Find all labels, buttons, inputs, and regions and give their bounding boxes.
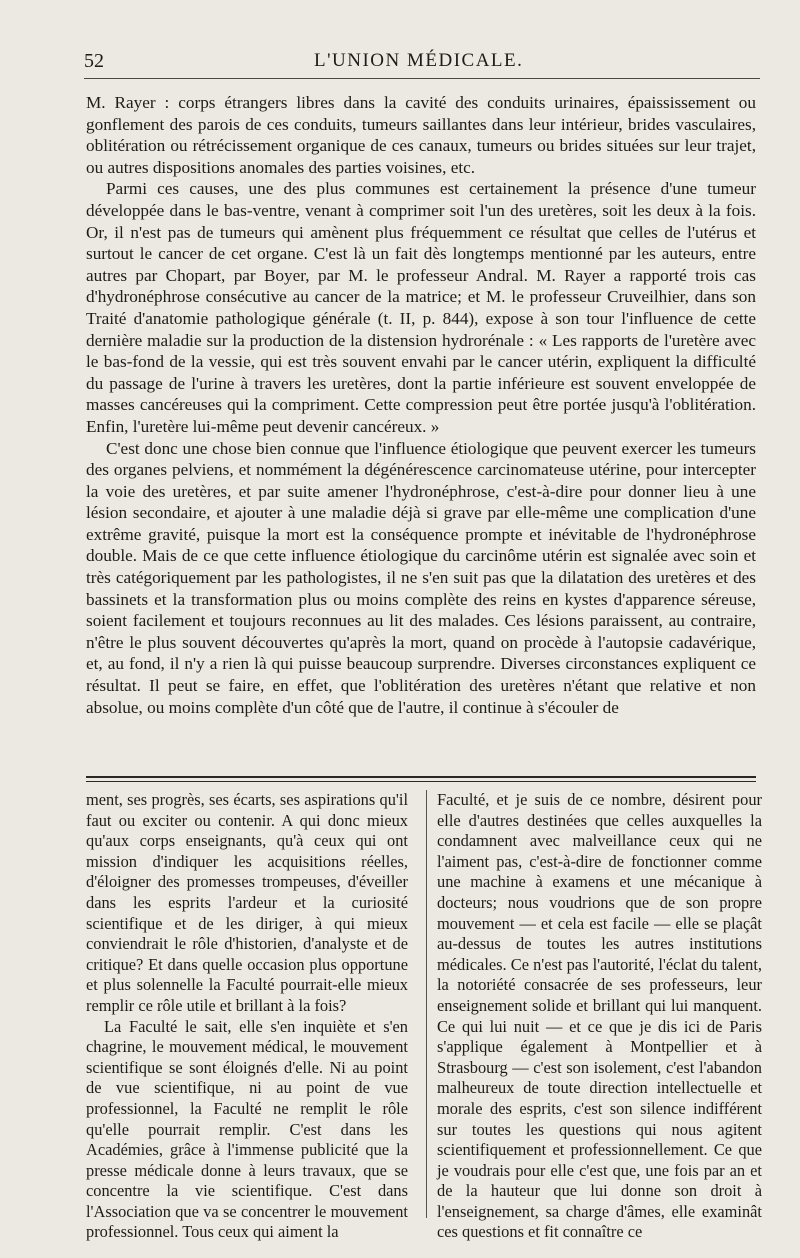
main-article-text	[86, 92, 756, 718]
article-paragraph: Parmi ces causes, une des plus communes est certainement la présence d'une tumeur développée dans le bas-ventre, venant à comprimer soit l'un des uretères, soit les deux à la fois. Or, il n'est pas de tumeurs qui amènent plus fréquemment ce résultat que celles de l'utérus et surtout le cancer de cet organe. C'est là un fait dès longtemps mentionné par les auteurs, entre autres par Chopart, par Boyer, par M. le professeur Andral. M. Rayer a rapporté trois cas d'hydronéphrose consécutive au cancer de la matrice; et M. le professeur Cruveilhier, dans son Traité d'anatomie pathologique générale (t. II, p. 844), expose à son tour l'influence de cette dernière maladie sur la production de la distension hydrorénale : « Les rapports de l'uretère avec le bas-fond de la vessie, qui est très souvent envahi par le cancer utérin, expliquent la difficulté du passage de l'urine à travers les uretères, dont la partie inférieure est souvent enveloppée de masses cancéreuses qui la compriment. Cette compression peut être portée jusqu'à l'oblitération. Enfin, l'uretère lui-même peut devenir cancéreux. »	[86, 179, 756, 436]
feuilleton-right-column	[437, 790, 762, 1243]
feuilleton-paragraph: ment, ses progrès, ses écarts, ses aspirations qu'il faut ou exciter ou contenir. A qui donc mieux qu'aux corps enseignants, qu'à ceux qui ont mission d'indiquer les acquisitions réelles, d'éloigner des promesses trompeuses, d'éveiller dans les esprits l'ardeur et la curiosité scientifique et de les diriger, à qui mieux conviendrait le rôle d'historien, d'analyste et de critique? Et dans quelle occasion plus opportune et plus solennelle la Faculté pourrait-elle mieux remplir ce rôle utile et brillant à la fois?	[86, 790, 408, 1015]
header-rule	[84, 78, 760, 79]
column-divider	[426, 790, 427, 1218]
article-paragraph: M. Rayer : corps étrangers libres dans la cavité des conduits urinaires, épaississement ou gonflement des parois de ces conduits, tumeurs saillantes dans leur intérieur, brides vasculaires, oblitération ou rétrécissement organique de ces canaux, tumeurs ou brides situées sur leur trajet, ou autres dispositions anomales des parties voisines, etc.	[86, 93, 756, 177]
running-title: L'UNION MÉDICALE.	[314, 50, 524, 71]
feuilleton-paragraph: Faculté, et je suis de ce nombre, désirent pour elle d'autres destinées que celles auxquelles la condamnent avec malveillance ceux qui ne l'aiment pas, c'est-à-dire de fonctionner comme une machine à examens et une mécanique à docteurs; nous voudrions que de son propre mouvement — et cela est facile — elle se plaçât au-dessus de toutes les autres institutions médicales. Ce n'est pas l'autorité, l'éclat du talent, la notoriété consacrée de ses professeurs, leur enseignement solide et brillant qui lui manquent. Ce qui lui nuit — et ce que je dis ici de Paris s'applique également à Montpellier et à Strasbourg — c'est son isolement, c'est l'abandon malheureux de toute direction intellectuelle et morale des esprits, c'est son silence indifférent sur toutes les questions qui nous agitent scientifiquement et professionnellement. Ce que je voudrais pour elle c'est que, une fois par an et de la hauteur que lui donne son droit à l'enseignement, sa charge d'âmes, elle examinât ces questions et fit connaître ce	[437, 790, 762, 1242]
feuilleton-separator	[86, 776, 756, 782]
feuilleton-left-column	[86, 790, 408, 1243]
page-number: 52	[84, 50, 104, 72]
article-paragraph: C'est donc une chose bien connue que l'influence étiologique que peuvent exercer les tumeurs des organes pelviens, et nommément la dégénérescence carcinomateuse utérine, pour intercepter la voie des uretères, et par suite amener l'hydronéphrose, c'est-à-dire pour donner lieu à une lésion secondaire, et ajouter à une maladie déjà si grave par elle-même une complication d'une extrême gravité, puisque la mort est la conséquence prompte et inévitable de l'hydronéphrose double. Mais de ce que cette influence étiologique du carcinôme utérin est signalée avec soin et très catégoriquement par les pathologistes, il ne s'en suit pas que la dilatation des uretères et des bassinets et la transformation plus ou moins complète des reins en kystes d'apparence séreuse, soient facilement et toujours reconnues au lit des malades. Ces lésions paraissent, au contraire, n'être le plus souvent découvertes qu'après la mort, quand on procède à l'autopsie cadavérique, et, au fond, il n'y a rien là qui puisse beaucoup surprendre. Diverses circonstances expliquent ce résultat. Il peut se faire, en effet, que l'oblitération des uretères n'étant que relative et non absolue, ou moins complète d'un côté que de l'autre, il continue à s'écouler de	[86, 438, 756, 717]
feuilleton-paragraph: La Faculté le sait, elle s'en inquiète et s'en chagrine, le mouvement médical, le mouvement scientifique se sont éloignés d'elle. Ni au point de vue scientifique, ni au point de vue professionnel, la Faculté ne remplit le rôle qu'elle pourrait remplir. C'est dans les Académies, grâce à l'immense publicité que la presse médicale donne à leurs travaux, que se concentre la vie scientifique. C'est dans l'Association que va se concentrer le mouvement professionnel. Tous ceux qui aiment la	[86, 1016, 408, 1242]
page-header	[84, 46, 754, 76]
